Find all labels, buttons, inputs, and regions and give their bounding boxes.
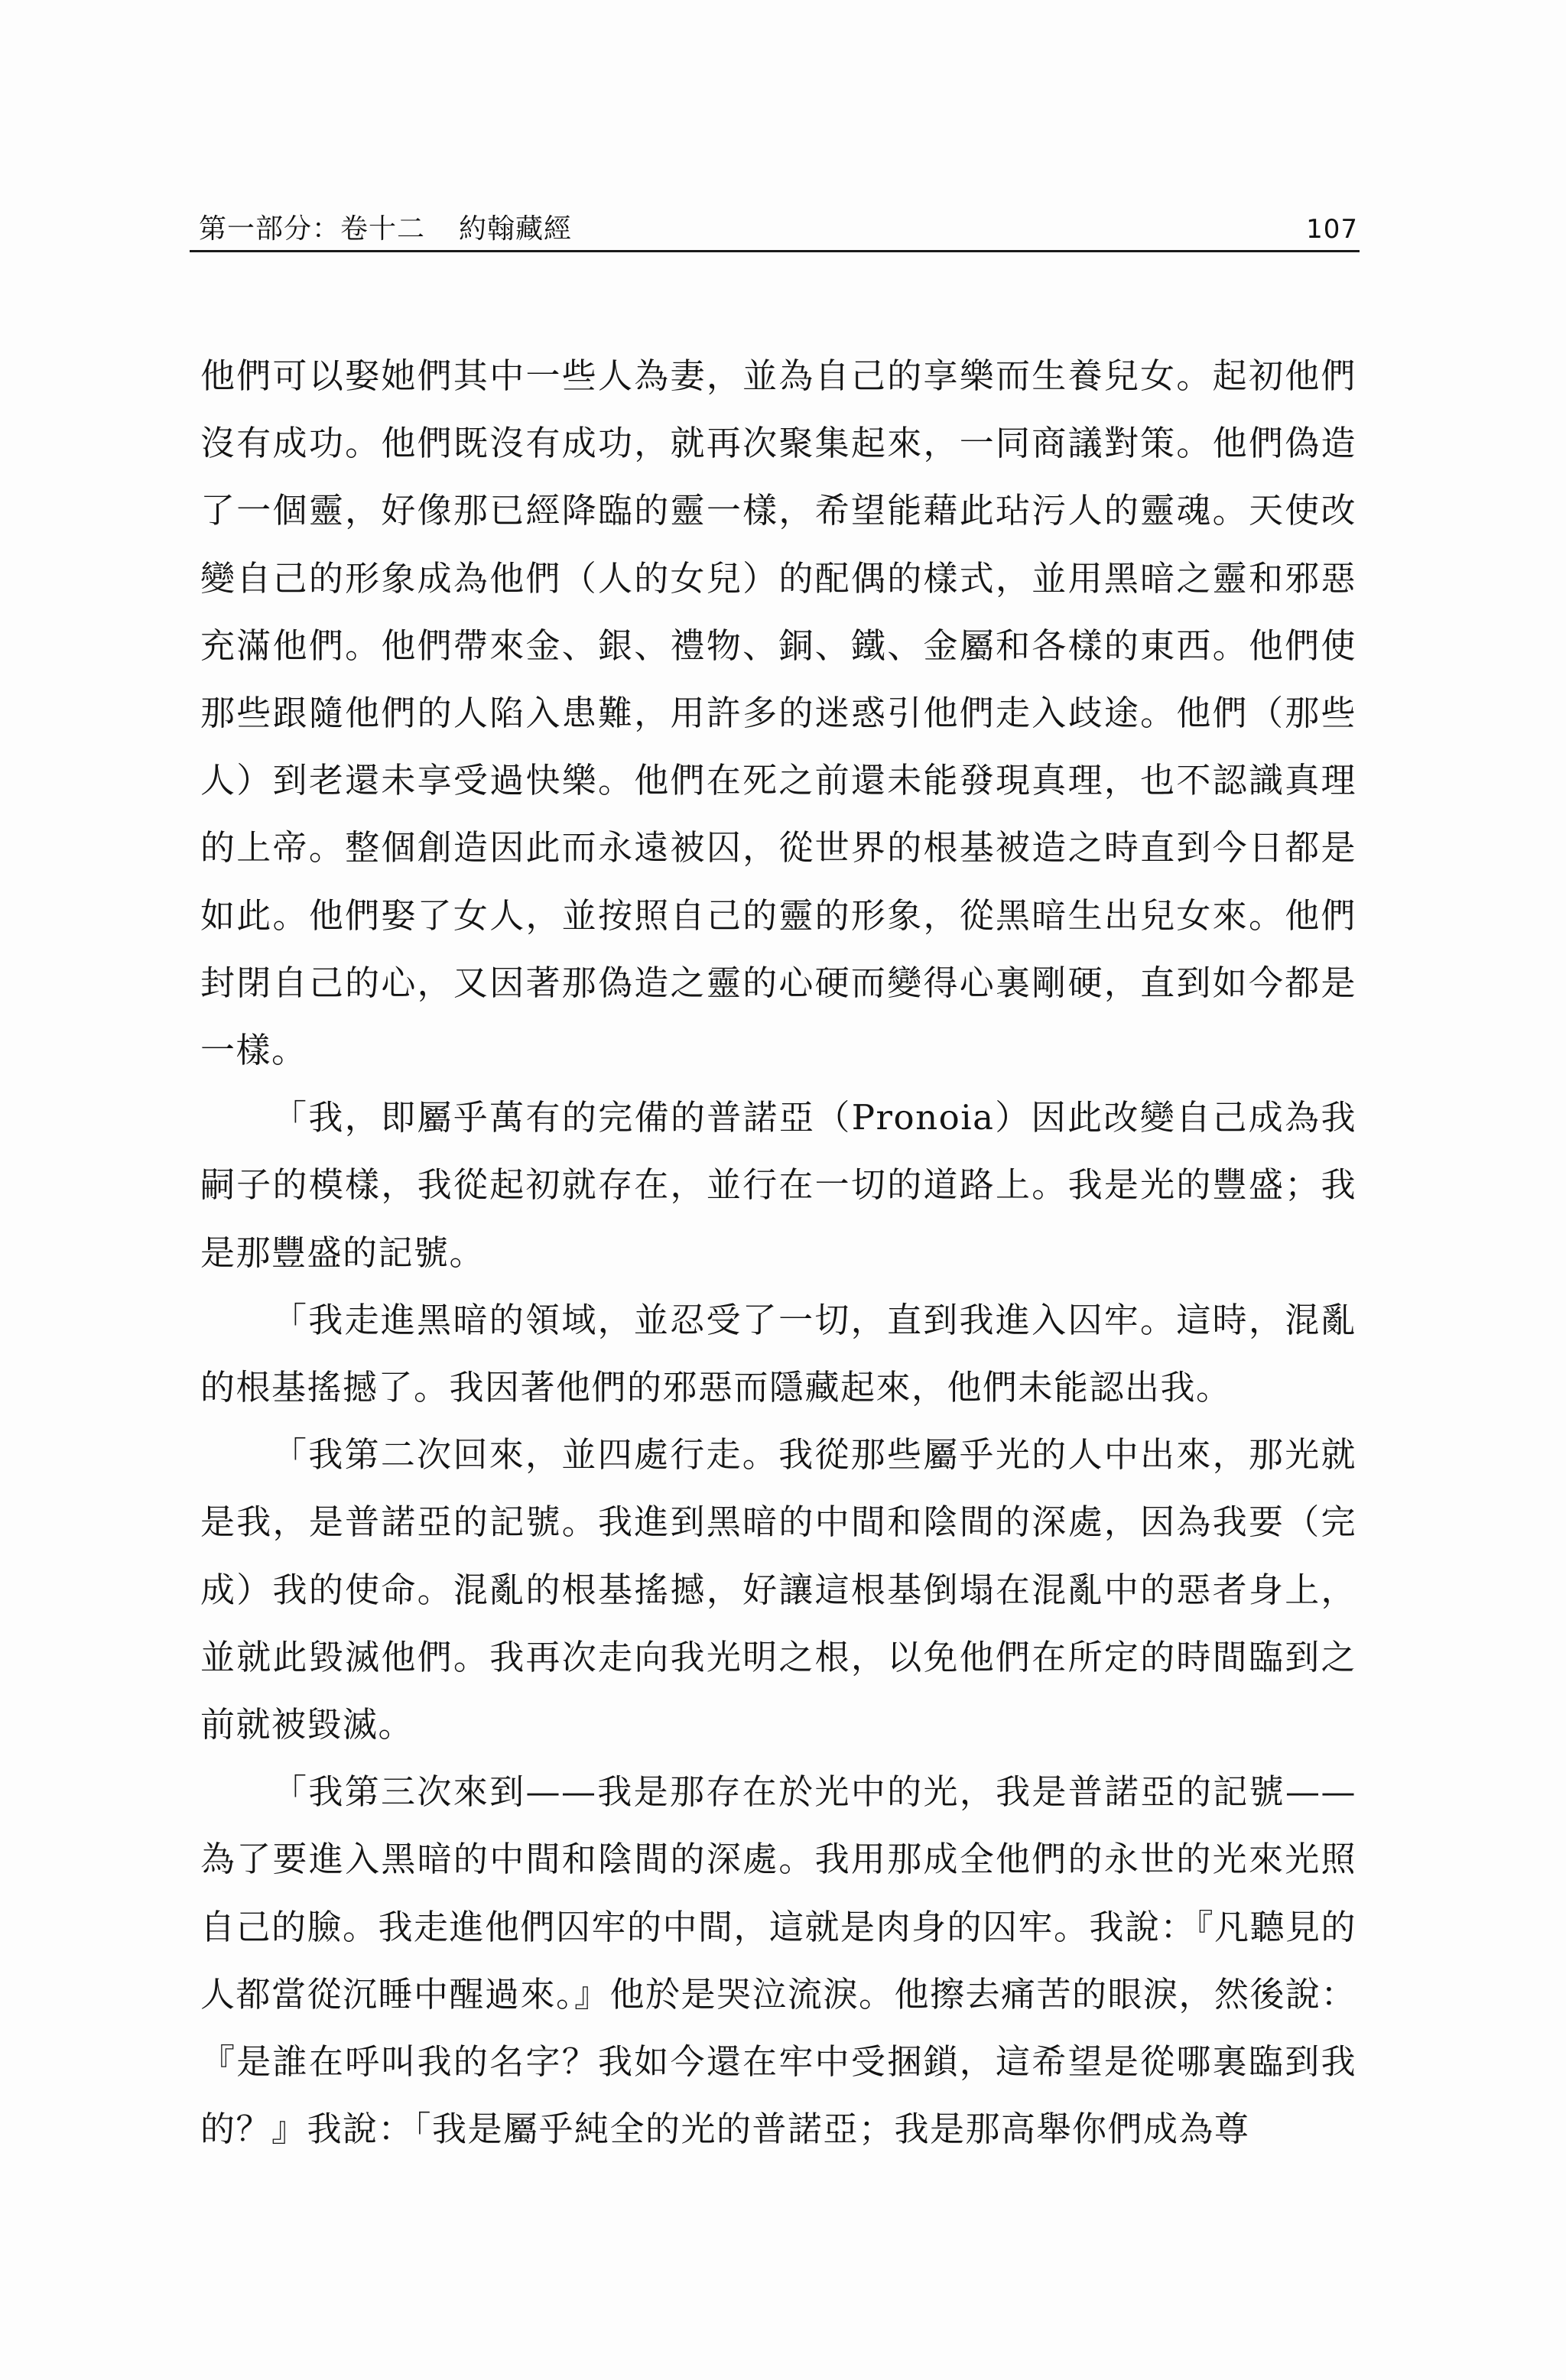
paragraph-5: 「我第三次來到——我是那存在於光中的光，我是普諾亞的記號——為了要進入黑暗的中間和陰間的深處。我用那成全他們的永世的光來光照自己的臉。我走進他們囚牢的中間，這就是肉身的囚牢。我說：『凡聽見的人都當從沉睡中醒過來。』他於是哭泣流淚。他擦去痛苦的眼淚，然後說：『是誰在呼叫我的名字？我如今還在牢中受捆鎖，這希望是從哪裏臨到我的？』我說：「我是屬乎純全的光的普諾亞；我是那高舉你們成為尊 — [200, 1771, 1357, 2150]
body-text — [200, 343, 1356, 2163]
page-number: 107 — [1306, 214, 1358, 245]
running-header — [199, 200, 1358, 249]
paragraph-4: 「我第二次回來，並四處行走。我從那些屬乎光的人中出來，那光就是我，是普諾亞的記號。我進到黑暗的中間和陰間的深處，因為我要（完成）我的使命。混亂的根基搖撼，好讓這根基倒塌在混亂中的惡者身上，並就此毀滅他們。我再次走向我光明之根，以免他們在所定的時間臨到之前就被毀滅。 — [200, 1434, 1356, 1745]
header-title: 約翰藏經 — [459, 213, 573, 245]
header-rule — [190, 250, 1360, 252]
paragraph-2: 「我，即屬乎萬有的完備的普諾亞（Pronoia）因此改變自己成為我嗣子的模樣，我從起初就存在，並行在一切的道路上。我是光的豐盛；我是那豐盛的記號。 — [200, 1097, 1356, 1273]
header-section: 第一部分：卷十二 — [199, 213, 426, 245]
paragraph-3: 「我走進黑暗的領域，並忍受了一切，直到我進入囚牢。這時，混亂的根基搖撼了。我因著他們的邪惡而隱藏起來，他們未能認出我。 — [200, 1299, 1356, 1408]
header-left — [199, 209, 572, 249]
paragraph-1: 他們可以娶她們其中一些人為妻，並為自己的享樂而生養兒女。起初他們沒有成功。他們既沒有成功，就再次聚集起來，一同商議對策。他們偽造了一個靈，好像那已經降臨的靈一樣，希望能藉此玷污人的靈魂。天使改變自己的形象成為他們（人的女兒）的配偶的樣式，並用黑暗之靈和邪惡充滿他們。他們帶來金、銀、禮物、銅、鐵、金屬和各樣的東西。他們使那些跟隨他們的人陷入患難，用許多的迷惑引他們走入歧途。他們（那些人）到老還未享受過快樂。他們在死之前還未能發現真理，也不認識真理的上帝。整個創造因此而永遠被囚，從世界的根基被造之時直到今日都是如此。他們娶了女人，並按照自己的靈的形象，從黑暗生出兒女來。他們封閉自己的心，又因著那偽造之靈的心硬而變得心裏剛硬，直到如今都是一樣。 — [200, 356, 1356, 1071]
